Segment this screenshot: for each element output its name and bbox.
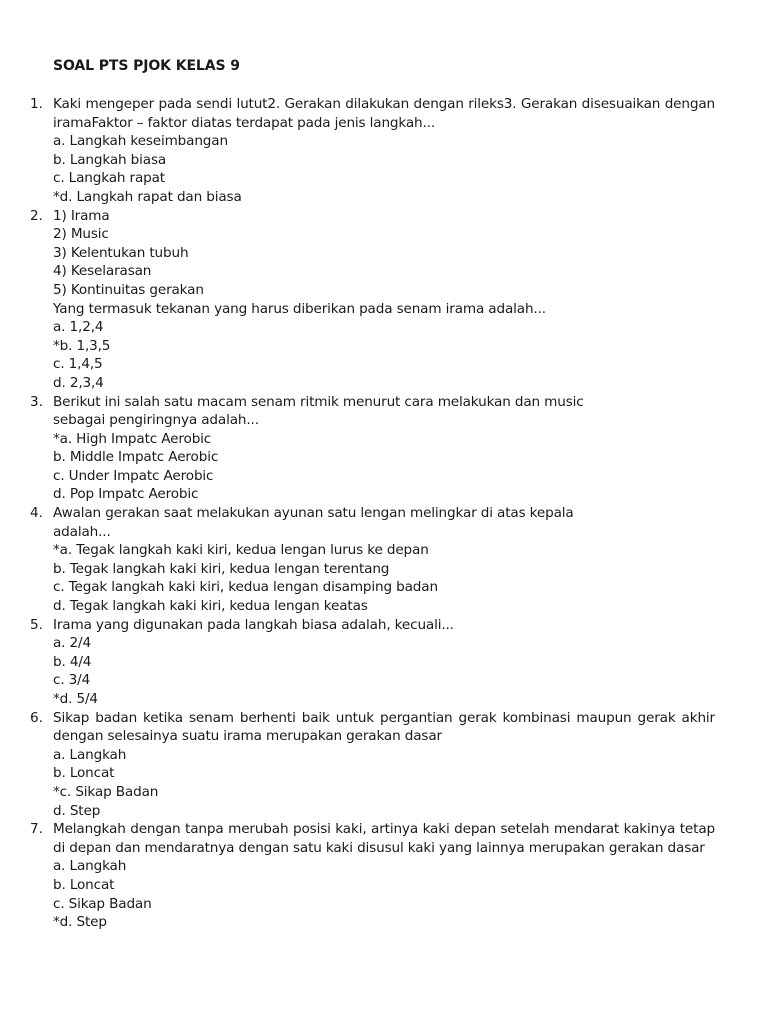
question-number: 4. [30, 505, 43, 522]
answer-option-correct: *d. Step [53, 914, 107, 931]
answer-option: d. 2,3,4 [53, 374, 104, 391]
question-stem-line: iramaFaktor – faktor diatas terdapat pada jenis langkah... [53, 114, 436, 131]
question-stem-line: Berikut ini salah satu macam senam ritmik menurut cara melakukan dan music [53, 393, 584, 410]
question-number: 6. [30, 709, 43, 726]
question-number: 7. [30, 821, 43, 838]
answer-option: c. Langkah rapat [53, 170, 165, 187]
answer-option-correct: *a. Tegak langkah kaki kiri, kedua lengan lurus ke depan [53, 542, 429, 559]
question-stem-line: Awalan gerakan saat melakukan ayunan satu lengan melingkar di atas kepala [53, 505, 574, 522]
question-stem-line: Melangkah dengan tanpa merubah posisi kaki, artinya kaki depan setelah mendarat kakinya tetap [53, 821, 715, 838]
answer-option-correct: *a. High Impatc Aerobic [53, 430, 212, 447]
answer-option: c. Tegak langkah kaki kiri, kedua lengan disamping badan [53, 579, 438, 596]
answer-option: a. Langkah [53, 746, 127, 763]
answer-option: b. Middle Impatc Aerobic [53, 449, 219, 466]
question-number: 5. [30, 616, 43, 633]
question-stem-line: 5) Kontinuitas gerakan [53, 281, 204, 298]
answer-option: a. 2/4 [53, 635, 91, 652]
question-stem-line: Yang termasuk tekanan yang harus diberikan pada senam irama adalah... [53, 300, 546, 317]
question-stem-line: Kaki mengeper pada sendi lutut2. Gerakan dilakukan dengan rileks3. Gerakan disesuaikan dengan [53, 96, 715, 112]
question-number: 1. [30, 96, 43, 112]
answer-option: c. Sikap Badan [53, 895, 152, 912]
answer-option-correct: *b. 1,3,5 [53, 337, 111, 354]
answer-option: d. Tegak langkah kaki kiri, kedua lengan keatas [53, 598, 368, 615]
answer-option: b. 4/4 [53, 653, 92, 670]
question-stem-line: 2) Music [53, 226, 109, 243]
question-list [0, 95, 768, 932]
question-stem-line: Sikap badan ketika senam berhenti baik untuk pergantian gerak kombinasi maupun gerak akhir [53, 709, 715, 726]
question-body [53, 393, 715, 505]
question-stem-line: 3) Kelentukan tubuh [53, 244, 189, 261]
answer-option: b. Tegak langkah kaki kiri, kedua lengan terentang [53, 560, 390, 577]
question-body [53, 207, 715, 393]
question-number: 2. [30, 207, 43, 224]
answer-option: c. 1,4,5 [53, 356, 103, 373]
answer-option: b. Loncat [53, 765, 115, 782]
answer-option: b. Langkah biasa [53, 151, 167, 168]
answer-option: a. 1,2,4 [53, 319, 104, 336]
question-stem-line: adalah... [53, 523, 111, 540]
question-1 [0, 95, 768, 207]
question-7 [0, 820, 768, 932]
question-body [53, 95, 715, 207]
answer-option-correct: *d. Langkah rapat dan biasa [53, 188, 242, 205]
question-stem-line: 1) Irama [53, 207, 110, 224]
question-2 [0, 207, 768, 393]
answer-option: d. Pop Impatc Aerobic [53, 486, 199, 503]
question-stem-line: 4) Keselarasan [53, 263, 152, 280]
answer-option: a. Langkah [53, 858, 127, 875]
question-number: 3. [30, 393, 43, 410]
answer-option: d. Step [53, 802, 101, 819]
answer-option-correct: *c. Sikap Badan [53, 783, 159, 800]
question-5 [0, 616, 768, 709]
question-body [53, 504, 715, 616]
answer-option: b. Loncat [53, 876, 115, 893]
page-title: SOAL PTS PJOK KELAS 9 [53, 58, 240, 74]
question-body [53, 709, 715, 821]
question-stem-line: dengan selesainya suatu irama merupakan gerakan dasar [53, 728, 442, 745]
question-body [53, 616, 715, 709]
question-3 [0, 393, 768, 505]
question-stem-line: sebagai pengiringnya adalah... [53, 412, 259, 429]
answer-option: a. Langkah keseimbangan [53, 133, 228, 150]
answer-option: c. Under Impatc Aerobic [53, 467, 214, 484]
question-4 [0, 504, 768, 616]
question-stem-line: Irama yang digunakan pada langkah biasa adalah, kecuali... [53, 616, 454, 633]
question-6 [0, 709, 768, 821]
question-body [53, 820, 715, 932]
answer-option-correct: *d. 5/4 [53, 691, 98, 707]
question-stem-line: di depan dan mendaratnya dengan satu kaki disusul kaki yang lainnya merupakan gerakan dasar [53, 839, 705, 856]
answer-option: c. 3/4 [53, 672, 91, 689]
